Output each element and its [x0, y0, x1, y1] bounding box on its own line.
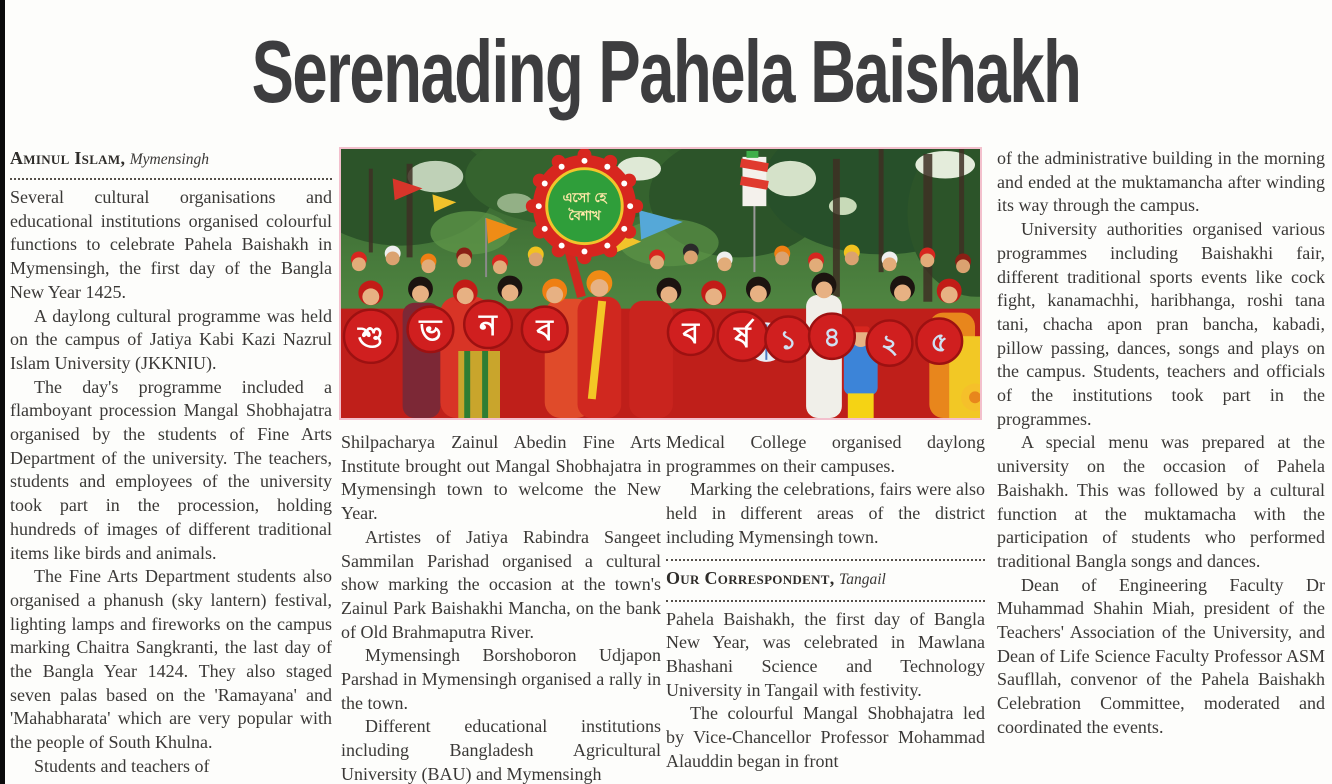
article-paragraph: Mymensingh Borshoboron Udjapon Parshad in Mymensingh organised a rally in the town.	[341, 645, 661, 713]
article-headline: Serenading Pahela Baishakh	[251, 22, 1081, 121]
article-paragraph: Dean of Engineering Faculty Dr Muhammad Shahin Miah, president of the Teachers' Association of the University, and Dean of Life Science Faculty Professor ASM Saufllah, convenor of the Pahela Baishakh Celebration Committee, moderated and coordinated the events.	[997, 574, 1325, 737]
byline-tangail	[666, 567, 985, 591]
article-paragraph: Pahela Baishakh, the first day of Bangla New Year, was celebrated in Mawlana Bhashani Science and Technology University in Tangail with festivity.	[666, 608, 985, 700]
article-paragraph: The day's programme included a flamboyant procession Mangal Shobhajatra organised by the students of Fine Arts Department of the university. The teachers, students and employees of the university took part in the procession, holding hundreds of images of different traditional items like birds and animals.	[10, 376, 332, 563]
article-paragraph: Different educational institutions including Bangladesh Agricultural University (BAU) and Mymensingh	[341, 716, 661, 784]
article-paragraph: Medical College organised daylong programmes on their campuses.	[666, 432, 985, 476]
festival-photo-illustration	[341, 149, 980, 418]
article-column-1	[10, 147, 332, 779]
article-paragraph: The colourful Mangal Shobhajatra led by Vice-Chancellor Professor Mohammad Alauddin began in front	[666, 703, 985, 771]
placard-circle	[718, 312, 768, 361]
placard-circle	[344, 310, 398, 363]
article-paragraph: University authorities organised various programmes including Baishakhi fair, different traditional sports events like cock fight, kanamachhi, haribhanga, roshi tana tani, chacha apon pran bancha, kabadi, pillow passing, dances, songs and plays on the campus. Students, teachers and officials of the institutions took part in the programmes.	[997, 219, 1325, 429]
article-column-3	[666, 431, 985, 773]
byline-mymensingh	[10, 147, 332, 171]
placard-circle	[408, 307, 454, 352]
placard-glyph: র্ষ	[734, 319, 751, 355]
placard-glyph: ব	[536, 312, 554, 348]
placard-glyph: ২	[880, 329, 899, 360]
placard-circle	[522, 307, 568, 352]
placard-glyph: শু	[357, 319, 384, 355]
page-fold-edge	[0, 0, 5, 784]
dotted-rule	[666, 559, 985, 561]
byline-correspondent-name: Our Correspondent,	[666, 567, 835, 588]
article-paragraph: The Fine Arts Department students also organised a phanush (sky lantern) festival, lighting lamps and fireworks on the campus marking Chaitra Sangkranti, the last day of the Bangla Year 1424. They also staged seven palas based on the 'Ramayana' and 'Mahabharata' which are very popular with the people of South Khulna.	[10, 566, 332, 753]
dotted-rule	[666, 600, 985, 602]
byline-author-name: Aminul Islam,	[10, 148, 126, 168]
article-paragraph: Artistes of Jatiya Rabindra Sangeet Sammilan Parishad organised a cultural show marking the occasion at the town's Zainul Park Baishakhi Mancha, on the bank of Old Brahmaputra River.	[341, 526, 661, 642]
article-paragraph: Several cultural organisations and educational institutions organised colourful functions to celebrate Pahela Baishakh in Mymensingh, the first day of the Bangla New Year 1425.	[10, 187, 332, 302]
article-column-4	[997, 147, 1325, 740]
article-paragraph: of the administrative building in the morning and ended at the muktamancha after winding its way through the campus.	[997, 148, 1325, 216]
placard-glyph: ৪	[823, 322, 841, 354]
article-paragraph: A special menu was prepared at the university on the occasion of Pahela Baishakh. This was followed by a cultural function at the muktamacha with the participation of students who performed traditional Bangla songs and dances.	[997, 432, 1325, 571]
placard-circle	[668, 310, 714, 355]
placard-glyph: ভ	[419, 312, 442, 348]
article-photo	[339, 147, 982, 420]
byline-author-location: Mymensingh	[129, 151, 209, 168]
placard-glyph: ন	[479, 307, 497, 343]
placard-glyph: ১	[779, 325, 797, 356]
article-paragraph: Marking the celebrations, fairs were also held in different areas of the district including Mymensingh town.	[666, 479, 985, 547]
placard-circle	[916, 318, 962, 363]
article-column-2	[341, 431, 661, 784]
byline-correspondent-location: Tangail	[839, 570, 886, 588]
dotted-rule	[10, 178, 332, 180]
sign-text-line2: বৈশাখ	[568, 208, 601, 224]
placard-circle	[765, 317, 811, 362]
article-paragraph: Shilpacharya Zainul Abedin Fine Arts Institute brought out Mangal Shobhajatra in Mymensingh town to welcome the New Year.	[341, 432, 661, 524]
placard-circle	[464, 301, 512, 348]
placard-glyph: ব	[682, 315, 700, 351]
sign-text-line1: এসো হে	[562, 191, 607, 207]
article-paragraph: Students and teachers of	[34, 755, 210, 776]
placard-circle	[809, 314, 855, 359]
placard-circle	[867, 320, 913, 365]
article-paragraph: A daylong cultural programme was held on the campus of Jatiya Kabi Kazi Nazrul Islam University (JKKNIU).	[10, 305, 332, 373]
placard-glyph: ৫	[930, 327, 948, 358]
